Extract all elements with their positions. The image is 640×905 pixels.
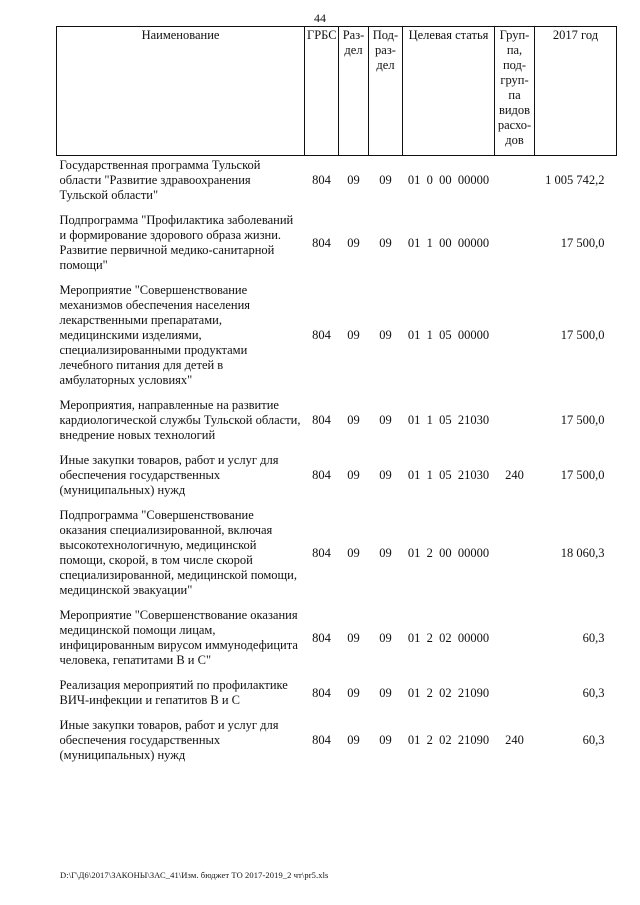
row-subsection: 09 [379,630,392,645]
row-name: Подпрограмма "Совершенствование оказания специализированной, включая высокотехнологичную, медицинской помощи, скорой, в том числе скорой специализированной, медицинской помощи, медицинской эвакуации" [59,508,297,597]
table-row [57,716,617,771]
header-group: Груп- па, под- груп- па видов расхо- дов [495,27,535,156]
row-name: Иные закупки товаров, работ и услуг для обеспечения государственных (муниципальных) нужд [59,718,279,762]
row-target: 01 2 02 21090 [407,685,490,700]
row-grbs: 804 [312,545,331,560]
row-section: 09 [347,173,360,187]
row-section: 09 [347,468,360,482]
row-amount: 17 500,0 [560,235,605,250]
row-section: 09 [347,545,360,560]
row-grbs: 804 [312,468,331,482]
row-name: Иные закупки товаров, работ и услуг для обеспечения государственных (муниципальных) нужд [59,453,279,497]
row-section: 09 [347,413,360,427]
row-group [495,211,535,281]
row-subsection: 09 [379,328,392,342]
row-grbs: 804 [312,733,331,747]
row-group [495,396,535,451]
row-section: 09 [347,733,360,747]
table-row [57,676,617,716]
row-group [495,281,535,396]
header-target: Целевая статья [403,27,495,156]
table-row [57,156,617,212]
row-name: Государственная программа Тульской области "Развитие здравоохранения Тульской области" [59,158,261,202]
page-number: 44 [314,11,326,25]
header-grbs: ГРБС [305,27,339,156]
row-group [495,606,535,676]
header-section: Раз- дел [339,27,369,156]
row-group [495,506,535,606]
row-grbs: 804 [312,235,331,250]
row-name: Реализация мероприятий по профилактике ВИЧ-инфекции и гепатитов В и С [59,678,288,707]
row-amount: 60,3 [582,685,605,700]
row-group [495,676,535,716]
row-section: 09 [347,328,360,342]
table-row [57,211,617,281]
row-amount: 17 500,0 [560,413,605,427]
row-group: 240 [505,733,524,747]
budget-table [56,26,617,771]
header-year: 2017 год [535,27,617,156]
table-row [57,606,617,676]
row-target: 01 2 02 21090 [407,733,490,747]
row-name: Мероприятие "Совершенствование механизмов обеспечения населения лекарственными препаратами, медицинскими изделиями, специализированными продуктами лечебного питания для детей в амбулаторных условиях" [59,283,251,387]
row-section: 09 [347,685,360,700]
row-grbs: 804 [312,685,331,700]
row-section: 09 [347,235,360,250]
row-name: Мероприятия, направленные на развитие кардиологической службы Тульской области, внедрение новых технологий [59,398,301,442]
row-subsection: 09 [379,413,392,427]
table-row [57,451,617,506]
header-row [57,27,617,156]
row-subsection: 09 [379,545,392,560]
table-row [57,506,617,606]
file-path: D:\Г\Д6\2017\ЗАКОНЫ\ЗАС_41\Изм. бюджет ТО 2017-2019_2 чт\pr5.xls [60,870,329,880]
row-target: 01 1 05 21030 [407,468,490,482]
table-body [57,156,617,772]
row-section: 09 [347,630,360,645]
row-amount: 17 500,0 [560,328,605,342]
row-amount: 18 060,3 [560,545,605,560]
row-subsection: 09 [379,173,392,187]
header-name: Наименование [57,27,305,156]
row-target: 01 2 02 00000 [407,630,490,645]
row-amount: 60,3 [582,733,605,747]
row-subsection: 09 [379,733,392,747]
row-target: 01 1 05 00000 [407,328,490,342]
row-target: 01 0 00 00000 [407,173,490,187]
row-amount: 1 005 742,2 [545,173,605,187]
row-target: 01 1 05 21030 [407,413,490,427]
row-target: 01 2 00 00000 [407,545,490,560]
table-row [57,396,617,451]
row-grbs: 804 [312,413,331,427]
header-subsection: Под- раз- дел [369,27,403,156]
row-grbs: 804 [312,630,331,645]
row-amount: 60,3 [582,630,605,645]
row-subsection: 09 [379,685,392,700]
row-name: Подпрограмма "Профилактика заболеваний и формирование здорового образа жизни. Развитие первичной медико-санитарной помощи" [59,213,294,272]
row-subsection: 09 [379,468,392,482]
row-name: Мероприятие "Совершенствование оказания медицинской помощи лицам, инфицированным вирусом иммунодефицита человека, гепатитами В и С" [59,608,298,667]
row-target: 01 1 00 00000 [407,235,490,250]
row-grbs: 804 [312,328,331,342]
row-grbs: 804 [312,173,331,187]
row-group [495,156,535,212]
row-amount: 17 500,0 [560,468,605,482]
table-row [57,281,617,396]
row-subsection: 09 [379,235,392,250]
row-group: 240 [505,468,524,482]
